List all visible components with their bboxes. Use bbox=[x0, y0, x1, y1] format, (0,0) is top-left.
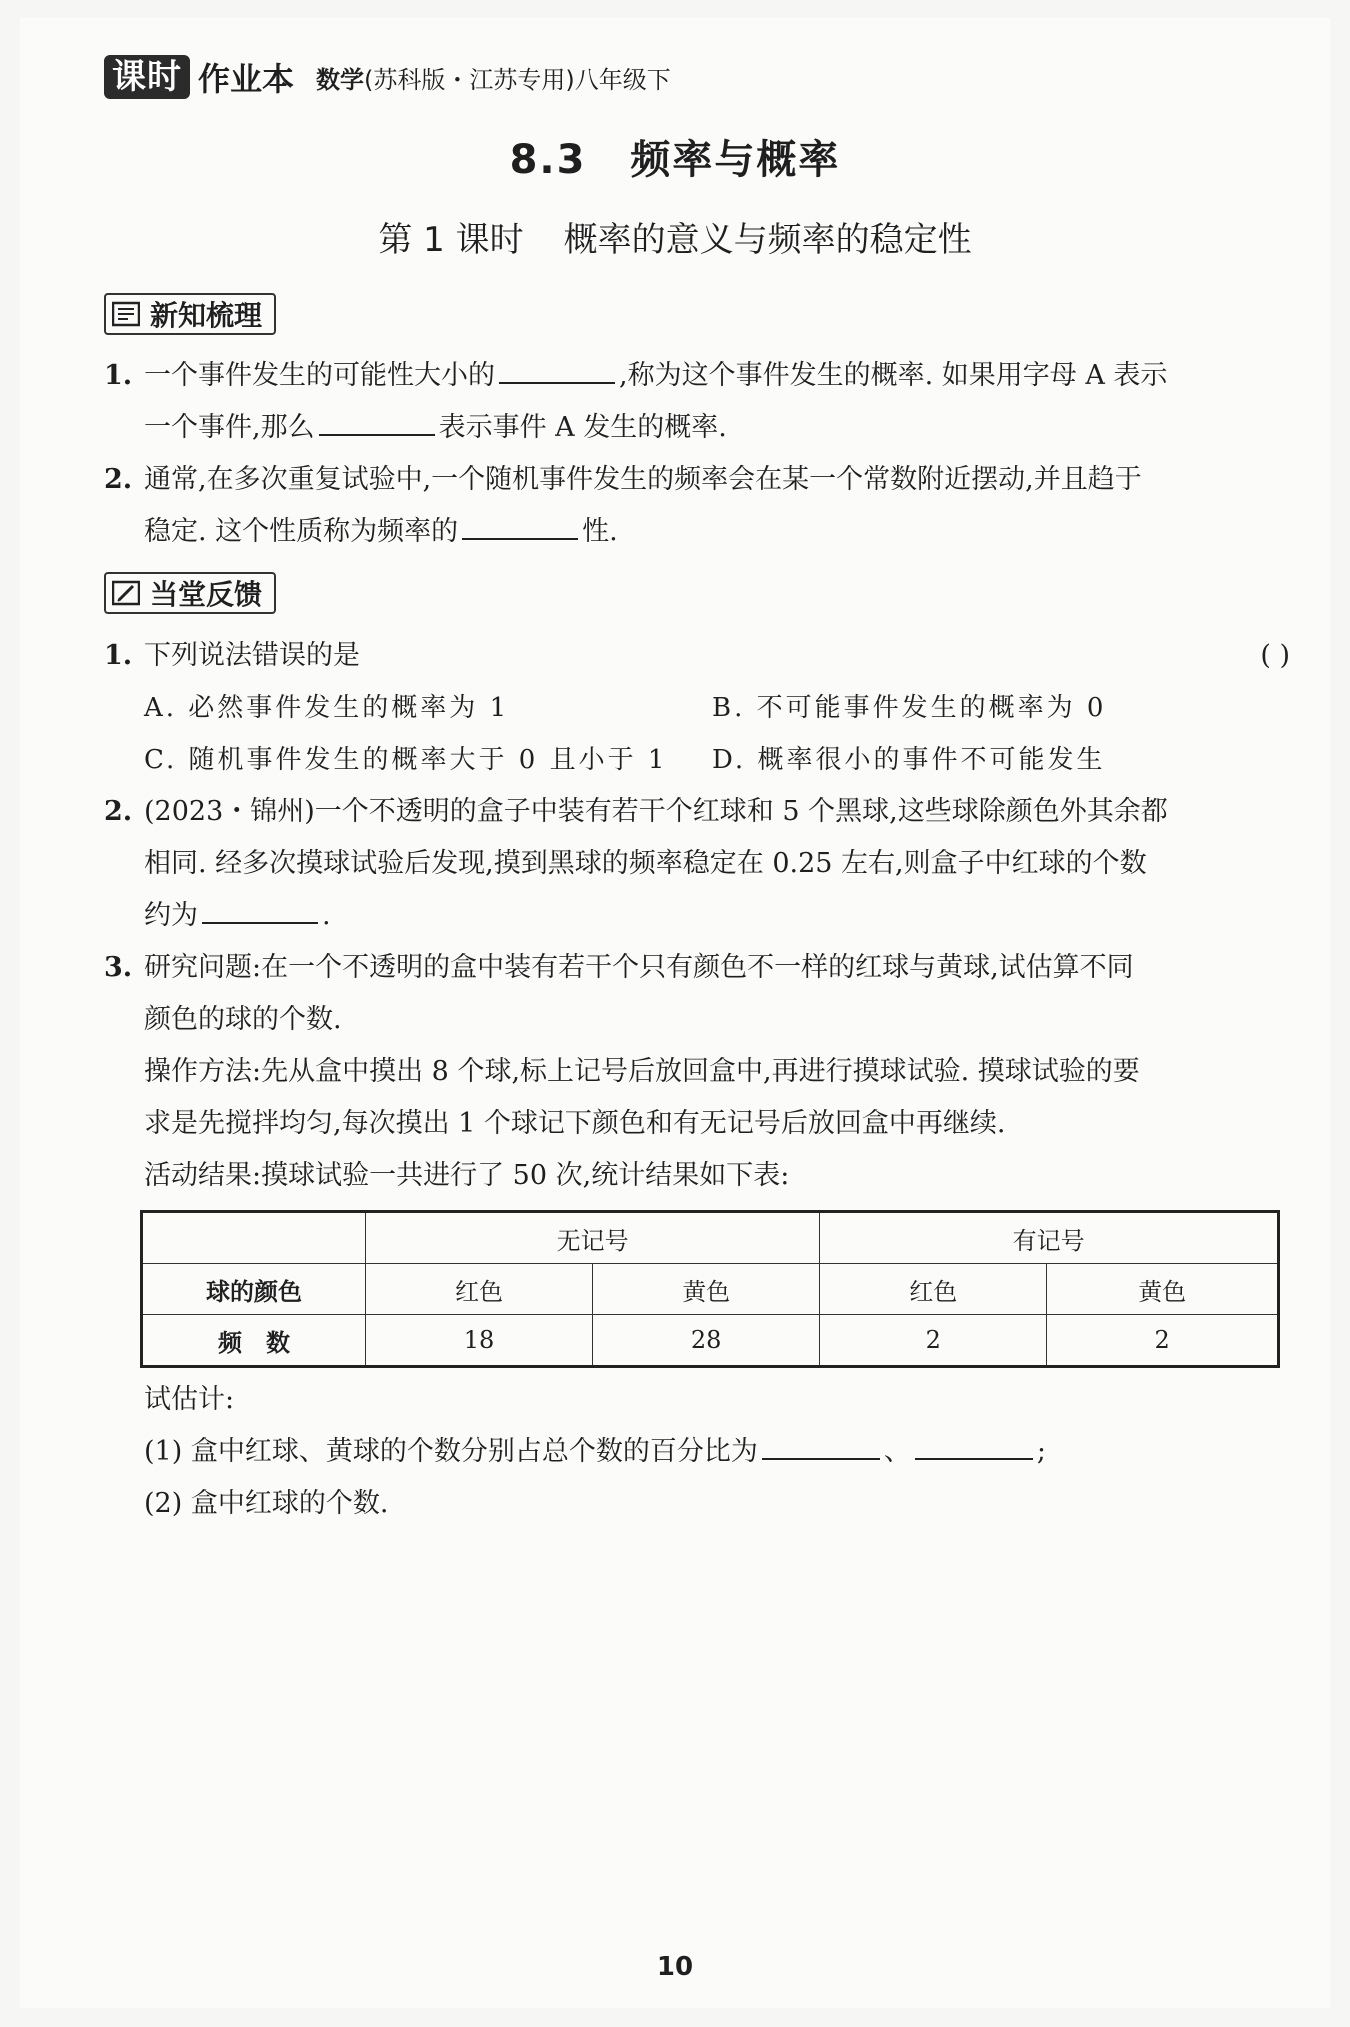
book-subtitle bbox=[316, 60, 671, 95]
item-text: 性. bbox=[582, 516, 618, 547]
item-text: 一个事件,那么 bbox=[144, 412, 315, 443]
question-1 bbox=[104, 630, 1290, 682]
section-name: 频率与概率 bbox=[630, 137, 841, 183]
table-cell: 28 bbox=[593, 1315, 820, 1367]
question-stem: 下列说法错误的是 bbox=[144, 640, 360, 671]
table-header-cell: 无记号 bbox=[366, 1212, 820, 1264]
result-table bbox=[140, 1210, 1280, 1368]
item-text: 稳定. 这个性质称为频率的 bbox=[144, 516, 459, 547]
answer-blank[interactable] bbox=[462, 506, 578, 540]
item-number: 2. bbox=[104, 464, 133, 495]
question-text: 求是先搅拌均匀,每次摸出 1 个球记下颜色和有无记号后放回盒中再继续. bbox=[144, 1108, 1006, 1139]
book-icon bbox=[112, 301, 140, 327]
option-a[interactable]: A. 必然事件发生的概率为 1 bbox=[144, 693, 510, 723]
option-b[interactable]: B. 不可能事件发生的概率为 0 bbox=[712, 693, 1107, 723]
table-cell: 红色 bbox=[366, 1264, 593, 1315]
question-text: 颜色的球的个数. bbox=[144, 1004, 342, 1035]
table-row bbox=[142, 1315, 1279, 1367]
table-cell: 黄色 bbox=[1047, 1264, 1279, 1315]
book-logo: 课时 bbox=[104, 55, 190, 99]
table-row bbox=[142, 1212, 1279, 1264]
question-3 bbox=[104, 942, 1290, 1202]
question-number: 3. bbox=[104, 952, 133, 983]
section-tag-feedback bbox=[104, 572, 276, 614]
question-text: 相同. 经多次摸球试验后发现,摸到黑球的频率稳定在 0.25 左右,则盒子中红球的个数 bbox=[144, 848, 1147, 879]
lesson-name: 概率的意义与频率的稳定性 bbox=[563, 220, 972, 260]
section-title bbox=[0, 128, 1350, 185]
section-tag-new-knowledge bbox=[104, 293, 276, 335]
subject-label: 数学 bbox=[316, 65, 365, 94]
pencil-icon bbox=[112, 580, 140, 606]
knowledge-item-2 bbox=[104, 454, 1290, 558]
separator-text: ; bbox=[1036, 1436, 1046, 1467]
item-text: 通常,在多次重复试验中,一个随机事件发生的频率会在某一个常数附近摆动,并且趋于 bbox=[144, 464, 1142, 495]
section-number: 8.3 bbox=[509, 137, 587, 183]
knowledge-item-1 bbox=[104, 350, 1290, 454]
table-cell: 2 bbox=[1047, 1315, 1279, 1367]
lesson-title bbox=[0, 212, 1350, 261]
question-number: 2. bbox=[104, 796, 133, 827]
item-text: 表示事件 A 发生的概率. bbox=[438, 412, 727, 443]
question-text: . bbox=[322, 900, 331, 931]
table-row-label: 球的颜色 bbox=[142, 1264, 366, 1315]
sub-question-1: (1) 盒中红球、黄球的个数分别占总个数的百分比为 bbox=[144, 1436, 758, 1467]
question-text: (2023・锦州)一个不透明的盒子中装有若干个红球和 5 个黑球,这些球除颜色外其余都 bbox=[144, 796, 1168, 827]
estimate-label: 试估计: bbox=[144, 1384, 235, 1415]
table-row-label: 频 数 bbox=[142, 1315, 366, 1367]
book-header bbox=[104, 52, 671, 102]
estimate-section bbox=[144, 1374, 1290, 1530]
table-corner-cell bbox=[142, 1212, 366, 1264]
separator-text: 、 bbox=[883, 1436, 911, 1467]
option-d[interactable]: D. 概率很小的事件不可能发生 bbox=[712, 745, 1106, 775]
table-cell: 18 bbox=[366, 1315, 593, 1367]
table-row bbox=[142, 1264, 1279, 1315]
lesson-number: 第 1 课时 bbox=[378, 220, 524, 260]
answer-blank[interactable] bbox=[499, 350, 615, 384]
item-text: 一个事件发生的可能性大小的 bbox=[144, 360, 495, 391]
question-text: 活动结果:摸球试验一共进行了 50 次,统计结果如下表: bbox=[144, 1160, 790, 1191]
question-2 bbox=[104, 786, 1290, 942]
sub-question-2: (2) 盒中红球的个数. bbox=[144, 1488, 389, 1519]
question-text: 约为 bbox=[144, 900, 198, 931]
item-number: 1. bbox=[104, 360, 133, 391]
answer-blank[interactable] bbox=[915, 1426, 1033, 1460]
answer-blank[interactable] bbox=[202, 890, 318, 924]
page-number: 10 bbox=[656, 1952, 694, 1982]
question-number: 1. bbox=[104, 640, 133, 671]
section-tag-label: 新知梳理 bbox=[150, 299, 263, 332]
table-header-cell: 有记号 bbox=[820, 1212, 1279, 1264]
answer-parentheses[interactable]: ( ) bbox=[1260, 640, 1290, 671]
book-logo-suffix: 作业本 bbox=[198, 60, 295, 98]
table-cell: 2 bbox=[820, 1315, 1047, 1367]
edition-label: (苏科版・江苏专用)八年级下 bbox=[364, 65, 671, 94]
option-c[interactable]: C. 随机事件发生的概率大于 0 且小于 1 bbox=[144, 745, 668, 775]
section-tag-label: 当堂反馈 bbox=[150, 578, 263, 611]
answer-blank[interactable] bbox=[762, 1426, 880, 1460]
item-text: ,称为这个事件发生的概率. 如果用字母 A 表示 bbox=[619, 360, 1168, 391]
table-cell: 黄色 bbox=[593, 1264, 820, 1315]
question-text: 研究问题:在一个不透明的盒中装有若干个只有颜色不一样的红球与黄球,试估算不同 bbox=[144, 952, 1134, 983]
answer-blank[interactable] bbox=[319, 402, 435, 436]
table-cell: 红色 bbox=[820, 1264, 1047, 1315]
question-text: 操作方法:先从盒中摸出 8 个球,标上记号后放回盒中,再进行摸球试验. 摸球试验的要 bbox=[144, 1056, 1140, 1087]
